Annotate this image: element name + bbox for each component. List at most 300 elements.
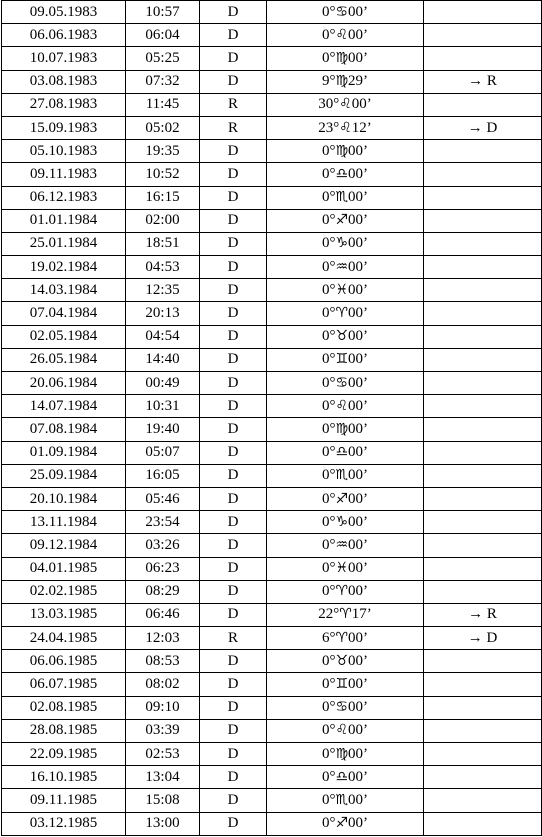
position-minutes: 00’	[348, 305, 369, 322]
note-cell	[424, 766, 542, 789]
zodiac-sign-icon: ♒	[335, 536, 349, 553]
position-degrees: 0°	[321, 420, 336, 437]
date-cell: 13.11.1984	[2, 511, 126, 534]
note-cell	[424, 279, 542, 302]
date-cell: 03.12.1985	[2, 812, 126, 835]
time-cell: 12:03	[126, 627, 200, 650]
note-cell	[424, 140, 542, 163]
position-cell	[267, 24, 424, 47]
zodiac-sign-icon: ♐	[335, 212, 349, 229]
date-cell: 16.10.1985	[2, 766, 126, 789]
table-row	[2, 464, 542, 487]
position-minutes: 00’	[348, 536, 369, 553]
time-cell: 15:08	[126, 789, 200, 812]
position-cell	[267, 209, 424, 232]
position-cell	[267, 256, 424, 279]
note-cell	[424, 209, 542, 232]
direction-cell: D	[200, 464, 267, 487]
direction-cell: D	[200, 789, 267, 812]
position-minutes: 00’	[348, 328, 369, 345]
direction-cell: D	[200, 47, 267, 70]
time-cell: 16:05	[126, 464, 200, 487]
position-minutes: 29’	[348, 73, 369, 90]
direction-cell: D	[200, 1, 267, 24]
note-cell: → D	[424, 116, 542, 139]
table-row	[2, 789, 542, 812]
position-degrees: 0°	[321, 258, 336, 275]
position-degrees: 0°	[321, 444, 336, 461]
position-degrees: 0°	[321, 281, 336, 298]
table-row	[2, 766, 542, 789]
ephemeris-table	[1, 0, 542, 836]
position-minutes: 00’	[348, 560, 369, 577]
time-cell: 06:23	[126, 557, 200, 580]
date-cell: 19.02.1984	[2, 256, 126, 279]
date-cell: 20.06.1984	[2, 372, 126, 395]
position-minutes: 00’	[348, 513, 369, 530]
position-cell	[267, 418, 424, 441]
table-row	[2, 603, 542, 626]
direction-cell: D	[200, 719, 267, 742]
direction-cell: D	[200, 372, 267, 395]
zodiac-sign-icon: ♍	[335, 745, 349, 762]
position-minutes: 00’	[348, 583, 369, 600]
table-row	[2, 395, 542, 418]
direction-cell: D	[200, 557, 267, 580]
position-minutes: 00’	[348, 745, 369, 762]
position-minutes: 12’	[351, 119, 372, 136]
time-cell: 10:31	[126, 395, 200, 418]
time-cell: 16:15	[126, 186, 200, 209]
date-cell: 20.10.1984	[2, 487, 126, 510]
note-cell	[424, 673, 542, 696]
ephemeris-table-body	[2, 1, 542, 836]
position-minutes: 00’	[348, 490, 369, 507]
time-cell: 08:02	[126, 673, 200, 696]
position-degrees: 0°	[321, 699, 336, 716]
table-row	[2, 24, 542, 47]
note-cell	[424, 395, 542, 418]
direction-cell: R	[200, 627, 267, 650]
position-cell	[267, 279, 424, 302]
table-row	[2, 418, 542, 441]
zodiac-sign-icon: ♎	[335, 165, 349, 182]
position-cell	[267, 511, 424, 534]
zodiac-sign-icon: ♍	[335, 49, 349, 66]
note-cell	[424, 372, 542, 395]
direction-cell: D	[200, 140, 267, 163]
position-minutes: 00’	[348, 49, 369, 66]
note-cell	[424, 696, 542, 719]
position-minutes: 00’	[348, 212, 369, 229]
position-degrees: 22°	[318, 606, 340, 623]
position-cell	[267, 441, 424, 464]
time-cell: 02:00	[126, 209, 200, 232]
note-cell	[424, 534, 542, 557]
position-cell	[267, 673, 424, 696]
time-cell: 06:46	[126, 603, 200, 626]
table-row	[2, 163, 542, 186]
table-row	[2, 812, 542, 835]
note-cell	[424, 163, 542, 186]
date-cell: 09.12.1984	[2, 534, 126, 557]
zodiac-sign-icon: ♌	[339, 119, 352, 136]
date-cell: 22.09.1985	[2, 743, 126, 766]
zodiac-sign-icon: ♏	[335, 467, 349, 484]
time-cell: 04:53	[126, 256, 200, 279]
position-degrees: 0°	[321, 745, 336, 762]
note-cell	[424, 348, 542, 371]
position-degrees: 0°	[321, 722, 336, 739]
table-row	[2, 209, 542, 232]
table-row	[2, 511, 542, 534]
direction-cell: D	[200, 302, 267, 325]
position-cell	[267, 47, 424, 70]
position-minutes: 00’	[348, 420, 369, 437]
direction-cell: D	[200, 325, 267, 348]
zodiac-sign-icon: ♑	[335, 513, 349, 530]
position-minutes: 00’	[348, 397, 369, 414]
date-cell: 24.04.1985	[2, 627, 126, 650]
table-row	[2, 719, 542, 742]
note-cell	[424, 1, 542, 24]
date-cell: 27.08.1983	[2, 93, 126, 116]
direction-cell: D	[200, 186, 267, 209]
position-minutes: 00’	[348, 652, 369, 669]
zodiac-sign-icon: ♉	[335, 328, 349, 345]
position-cell	[267, 395, 424, 418]
table-row	[2, 673, 542, 696]
position-cell	[267, 186, 424, 209]
date-cell: 09.05.1983	[2, 1, 126, 24]
time-cell: 10:52	[126, 163, 200, 186]
position-degrees: 0°	[321, 513, 336, 530]
table-row	[2, 743, 542, 766]
table-row	[2, 696, 542, 719]
note-cell	[424, 719, 542, 742]
table-row	[2, 348, 542, 371]
position-minutes: 00’	[351, 96, 372, 113]
note-cell	[424, 93, 542, 116]
direction-cell: D	[200, 812, 267, 835]
date-cell: 05.10.1983	[2, 140, 126, 163]
date-cell: 07.08.1984	[2, 418, 126, 441]
date-cell: 02.05.1984	[2, 325, 126, 348]
table-row	[2, 325, 542, 348]
position-degrees: 0°	[321, 397, 336, 414]
position-minutes: 00’	[348, 142, 369, 159]
position-degrees: 0°	[321, 142, 336, 159]
zodiac-sign-icon: ♈	[339, 606, 352, 623]
table-row	[2, 279, 542, 302]
position-minutes: 00’	[348, 258, 369, 275]
table-row	[2, 186, 542, 209]
zodiac-sign-icon: ♌	[339, 96, 352, 113]
position-degrees: 0°	[321, 26, 336, 43]
direction-cell: D	[200, 256, 267, 279]
direction-cell: R	[200, 93, 267, 116]
position-cell	[267, 627, 424, 650]
note-cell	[424, 557, 542, 580]
position-degrees: 6°	[321, 629, 336, 646]
note-cell	[424, 325, 542, 348]
table-row	[2, 140, 542, 163]
position-minutes: 00’	[348, 629, 369, 646]
time-cell: 08:53	[126, 650, 200, 673]
date-cell: 25.01.1984	[2, 232, 126, 255]
table-row	[2, 372, 542, 395]
note-cell	[424, 580, 542, 603]
position-degrees: 0°	[321, 583, 336, 600]
position-cell	[267, 487, 424, 510]
position-degrees: 0°	[321, 351, 336, 368]
position-cell	[267, 93, 424, 116]
note-cell	[424, 24, 542, 47]
table-row	[2, 70, 542, 93]
position-cell	[267, 580, 424, 603]
date-cell: 02.08.1985	[2, 696, 126, 719]
date-cell: 28.08.1985	[2, 719, 126, 742]
zodiac-sign-icon: ♉	[335, 652, 349, 669]
position-minutes: 00’	[348, 26, 369, 43]
position-cell	[267, 348, 424, 371]
direction-cell: D	[200, 163, 267, 186]
date-cell: 01.09.1984	[2, 441, 126, 464]
position-cell	[267, 140, 424, 163]
note-cell	[424, 256, 542, 279]
time-cell: 18:51	[126, 232, 200, 255]
zodiac-sign-icon: ♓	[335, 560, 349, 577]
direction-cell: D	[200, 70, 267, 93]
position-degrees: 0°	[321, 189, 336, 206]
position-minutes: 00’	[348, 722, 369, 739]
table-row	[2, 650, 542, 673]
position-minutes: 00’	[348, 699, 369, 716]
position-minutes: 00’	[348, 768, 369, 785]
direction-cell: D	[200, 603, 267, 626]
position-minutes: 00’	[348, 165, 369, 182]
note-cell: → D	[424, 627, 542, 650]
direction-cell: D	[200, 441, 267, 464]
time-cell: 13:04	[126, 766, 200, 789]
date-cell: 04.01.1985	[2, 557, 126, 580]
direction-cell: D	[200, 580, 267, 603]
position-degrees: 0°	[321, 815, 336, 832]
position-minutes: 17’	[351, 606, 372, 623]
time-cell: 20:13	[126, 302, 200, 325]
position-degrees: 0°	[321, 467, 336, 484]
position-degrees: 0°	[321, 490, 336, 507]
position-degrees: 0°	[321, 374, 336, 391]
position-degrees: 0°	[321, 560, 336, 577]
note-cell	[424, 511, 542, 534]
position-degrees: 0°	[321, 235, 336, 252]
position-degrees: 23°	[318, 119, 340, 136]
direction-cell: D	[200, 766, 267, 789]
position-cell	[267, 812, 424, 835]
date-cell: 03.08.1983	[2, 70, 126, 93]
note-cell	[424, 232, 542, 255]
time-cell: 19:40	[126, 418, 200, 441]
position-minutes: 00’	[348, 815, 369, 832]
date-cell: 02.02.1985	[2, 580, 126, 603]
date-cell: 06.12.1983	[2, 186, 126, 209]
date-cell: 06.06.1983	[2, 24, 126, 47]
position-degrees: 0°	[321, 768, 336, 785]
time-cell: 02:53	[126, 743, 200, 766]
note-cell	[424, 186, 542, 209]
direction-cell: D	[200, 511, 267, 534]
position-cell	[267, 325, 424, 348]
position-cell	[267, 766, 424, 789]
note-cell	[424, 743, 542, 766]
time-cell: 09:10	[126, 696, 200, 719]
date-cell: 09.11.1983	[2, 163, 126, 186]
time-cell: 19:35	[126, 140, 200, 163]
direction-cell: D	[200, 209, 267, 232]
position-minutes: 00’	[348, 3, 369, 20]
position-cell	[267, 534, 424, 557]
position-cell	[267, 696, 424, 719]
zodiac-sign-icon: ♐	[335, 815, 349, 832]
position-cell	[267, 603, 424, 626]
time-cell: 10:57	[126, 1, 200, 24]
time-cell: 04:54	[126, 325, 200, 348]
date-cell: 13.03.1985	[2, 603, 126, 626]
direction-cell: D	[200, 743, 267, 766]
time-cell: 13:00	[126, 812, 200, 835]
position-minutes: 00’	[348, 444, 369, 461]
position-degrees: 0°	[321, 536, 336, 553]
direction-cell: D	[200, 232, 267, 255]
note-cell	[424, 441, 542, 464]
note-cell	[424, 302, 542, 325]
table-row	[2, 47, 542, 70]
position-cell	[267, 302, 424, 325]
note-cell	[424, 418, 542, 441]
time-cell: 05:02	[126, 116, 200, 139]
position-degrees: 9°	[321, 73, 336, 90]
position-minutes: 00’	[348, 791, 369, 808]
position-degrees: 30°	[318, 96, 340, 113]
zodiac-sign-icon: ♏	[335, 189, 349, 206]
note-cell	[424, 47, 542, 70]
position-cell	[267, 557, 424, 580]
date-cell: 26.05.1984	[2, 348, 126, 371]
zodiac-sign-icon: ♍	[335, 142, 349, 159]
time-cell: 14:40	[126, 348, 200, 371]
time-cell: 05:07	[126, 441, 200, 464]
position-cell	[267, 789, 424, 812]
date-cell: 01.01.1984	[2, 209, 126, 232]
position-degrees: 0°	[321, 49, 336, 66]
position-minutes: 00’	[348, 467, 369, 484]
zodiac-sign-icon: ♊	[335, 676, 349, 693]
zodiac-sign-icon: ♊	[335, 351, 349, 368]
table-row	[2, 627, 542, 650]
table-row	[2, 302, 542, 325]
position-degrees: 0°	[321, 165, 336, 182]
direction-cell: D	[200, 534, 267, 557]
zodiac-sign-icon: ♑	[335, 235, 349, 252]
zodiac-sign-icon: ♋	[335, 699, 349, 716]
date-cell: 07.04.1984	[2, 302, 126, 325]
position-cell	[267, 372, 424, 395]
position-cell	[267, 650, 424, 673]
zodiac-sign-icon: ♍	[335, 420, 349, 437]
direction-cell: D	[200, 696, 267, 719]
table-row	[2, 487, 542, 510]
note-cell	[424, 464, 542, 487]
table-row	[2, 441, 542, 464]
position-cell	[267, 116, 424, 139]
date-cell: 25.09.1984	[2, 464, 126, 487]
direction-cell: D	[200, 24, 267, 47]
zodiac-sign-icon: ♌	[335, 397, 349, 414]
direction-cell: D	[200, 650, 267, 673]
position-cell	[267, 163, 424, 186]
time-cell: 03:39	[126, 719, 200, 742]
time-cell: 05:46	[126, 487, 200, 510]
zodiac-sign-icon: ♌	[335, 722, 349, 739]
direction-cell: D	[200, 395, 267, 418]
zodiac-sign-icon: ♈	[335, 305, 349, 322]
position-minutes: 00’	[348, 281, 369, 298]
date-cell: 06.07.1985	[2, 673, 126, 696]
position-minutes: 00’	[348, 374, 369, 391]
position-minutes: 00’	[348, 676, 369, 693]
date-cell: 14.03.1984	[2, 279, 126, 302]
zodiac-sign-icon: ♋	[335, 374, 349, 391]
date-cell: 06.06.1985	[2, 650, 126, 673]
table-row	[2, 580, 542, 603]
table-row	[2, 557, 542, 580]
note-cell: → R	[424, 603, 542, 626]
date-cell: 09.11.1985	[2, 789, 126, 812]
position-degrees: 0°	[321, 305, 336, 322]
table-row	[2, 256, 542, 279]
time-cell: 12:35	[126, 279, 200, 302]
table-row	[2, 1, 542, 24]
table-row	[2, 534, 542, 557]
time-cell: 00:49	[126, 372, 200, 395]
position-degrees: 0°	[321, 328, 336, 345]
position-minutes: 00’	[348, 189, 369, 206]
time-cell: 23:54	[126, 511, 200, 534]
direction-cell: D	[200, 418, 267, 441]
position-degrees: 0°	[321, 3, 336, 20]
position-cell	[267, 743, 424, 766]
zodiac-sign-icon: ♓	[335, 281, 349, 298]
zodiac-sign-icon: ♏	[335, 791, 349, 808]
direction-cell: R	[200, 116, 267, 139]
note-cell	[424, 789, 542, 812]
position-degrees: 0°	[321, 676, 336, 693]
position-cell	[267, 70, 424, 93]
zodiac-sign-icon: ♈	[335, 583, 349, 600]
table-row	[2, 232, 542, 255]
zodiac-sign-icon: ♐	[335, 490, 349, 507]
position-cell	[267, 719, 424, 742]
direction-cell: D	[200, 673, 267, 696]
time-cell: 08:29	[126, 580, 200, 603]
time-cell: 07:32	[126, 70, 200, 93]
position-minutes: 00’	[348, 351, 369, 368]
note-cell	[424, 812, 542, 835]
zodiac-sign-icon: ♈	[335, 629, 349, 646]
zodiac-sign-icon: ♎	[335, 768, 349, 785]
table-row	[2, 93, 542, 116]
